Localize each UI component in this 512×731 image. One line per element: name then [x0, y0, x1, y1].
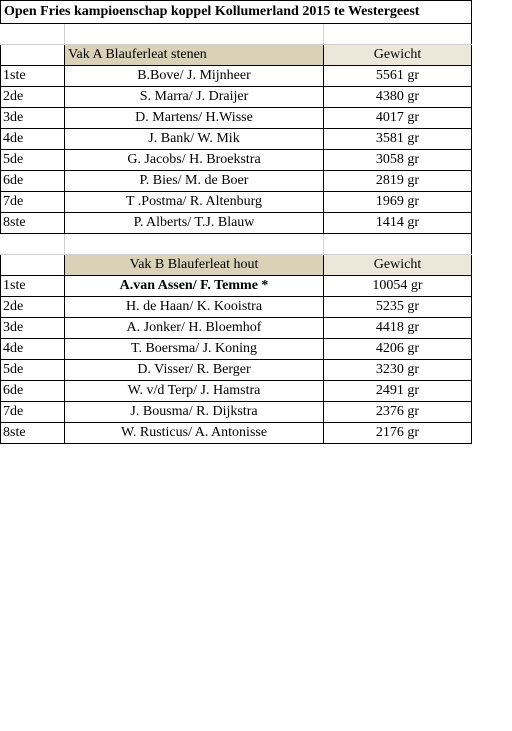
table-row: [1, 108, 472, 129]
names-cell: B.Bove/ J. Mijnheer: [65, 66, 324, 87]
rank-cell: 5de: [1, 360, 65, 381]
section-a-header: Vak A Blauferleat stenen: [65, 45, 324, 66]
table-row: [1, 150, 472, 171]
section-a-weight-header: Gewicht: [324, 45, 472, 66]
names-cell: W. v/d Terp/ J. Hamstra: [65, 381, 324, 402]
table-row: [1, 318, 472, 339]
names-cell: T. Boersma/ J. Koning: [65, 339, 324, 360]
rank-cell: 1ste: [1, 66, 65, 87]
names-cell: H. de Haan/ K. Kooistra: [65, 297, 324, 318]
blank-row: [1, 234, 472, 255]
table-row: [1, 402, 472, 423]
weight-cell: 2376 gr: [324, 402, 472, 423]
weight-cell: 3058 gr: [324, 150, 472, 171]
rank-cell: 4de: [1, 339, 65, 360]
blank-row: [1, 24, 472, 45]
rank-cell: 1ste: [1, 276, 65, 297]
weight-cell: 5235 gr: [324, 297, 472, 318]
names-cell: P. Bies/ M. de Boer: [65, 171, 324, 192]
table-row: [1, 171, 472, 192]
names-cell: S. Marra/ J. Draijer: [65, 87, 324, 108]
weight-cell: 4380 gr: [324, 87, 472, 108]
weight-cell: 2819 gr: [324, 171, 472, 192]
names-cell: D. Martens/ H.Wisse: [65, 108, 324, 129]
weight-cell: 4418 gr: [324, 318, 472, 339]
names-cell: T .Postma/ R. Altenburg: [65, 192, 324, 213]
names-cell: P. Alberts/ T.J. Blauw: [65, 213, 324, 234]
rank-cell: 2de: [1, 87, 65, 108]
names-cell: W. Rusticus/ A. Antonisse: [65, 423, 324, 444]
rank-cell: 2de: [1, 297, 65, 318]
rank-cell: 6de: [1, 381, 65, 402]
table-row: [1, 381, 472, 402]
names-cell: G. Jacobs/ H. Broekstra: [65, 150, 324, 171]
rank-cell: 8ste: [1, 213, 65, 234]
weight-cell: 4206 gr: [324, 339, 472, 360]
table-row: [1, 66, 472, 87]
weight-cell: 2176 gr: [324, 423, 472, 444]
sheet-title: Open Fries kampioenschap koppel Kollumerland 2015 te Westergeest: [1, 1, 472, 24]
section-b-header-row: [1, 255, 472, 276]
weight-cell: 3230 gr: [324, 360, 472, 381]
table-row: [1, 87, 472, 108]
weight-cell: 3581 gr: [324, 129, 472, 150]
weight-cell: 4017 gr: [324, 108, 472, 129]
table-row: [1, 297, 472, 318]
rank-cell: 7de: [1, 402, 65, 423]
weight-cell: 5561 gr: [324, 66, 472, 87]
names-cell: J. Bousma/ R. Dijkstra: [65, 402, 324, 423]
rank-cell: 6de: [1, 171, 65, 192]
rank-cell: 3de: [1, 108, 65, 129]
table-row: [1, 213, 472, 234]
names-cell: J. Bank/ W. Mik: [65, 129, 324, 150]
rank-cell: 8ste: [1, 423, 65, 444]
section-b-weight-header: Gewicht: [324, 255, 472, 276]
table-row: [1, 360, 472, 381]
rank-cell: 7de: [1, 192, 65, 213]
section-a-header-row: [1, 45, 472, 66]
rank-cell: 5de: [1, 150, 65, 171]
table-row: [1, 276, 472, 297]
names-cell: D. Visser/ R. Berger: [65, 360, 324, 381]
weight-cell: 10054 gr: [324, 276, 472, 297]
weight-cell: 1414 gr: [324, 213, 472, 234]
names-cell: A. Jonker/ H. Bloemhof: [65, 318, 324, 339]
table-row: [1, 192, 472, 213]
table-row: [1, 423, 472, 444]
weight-cell: 2491 gr: [324, 381, 472, 402]
weight-cell: 1969 gr: [324, 192, 472, 213]
table-row: [1, 339, 472, 360]
rank-cell: 3de: [1, 318, 65, 339]
names-cell: A.van Assen/ F. Temme *: [65, 276, 324, 297]
section-b-header: Vak B Blauferleat hout: [65, 255, 324, 276]
rank-cell: 4de: [1, 129, 65, 150]
table-row: [1, 129, 472, 150]
